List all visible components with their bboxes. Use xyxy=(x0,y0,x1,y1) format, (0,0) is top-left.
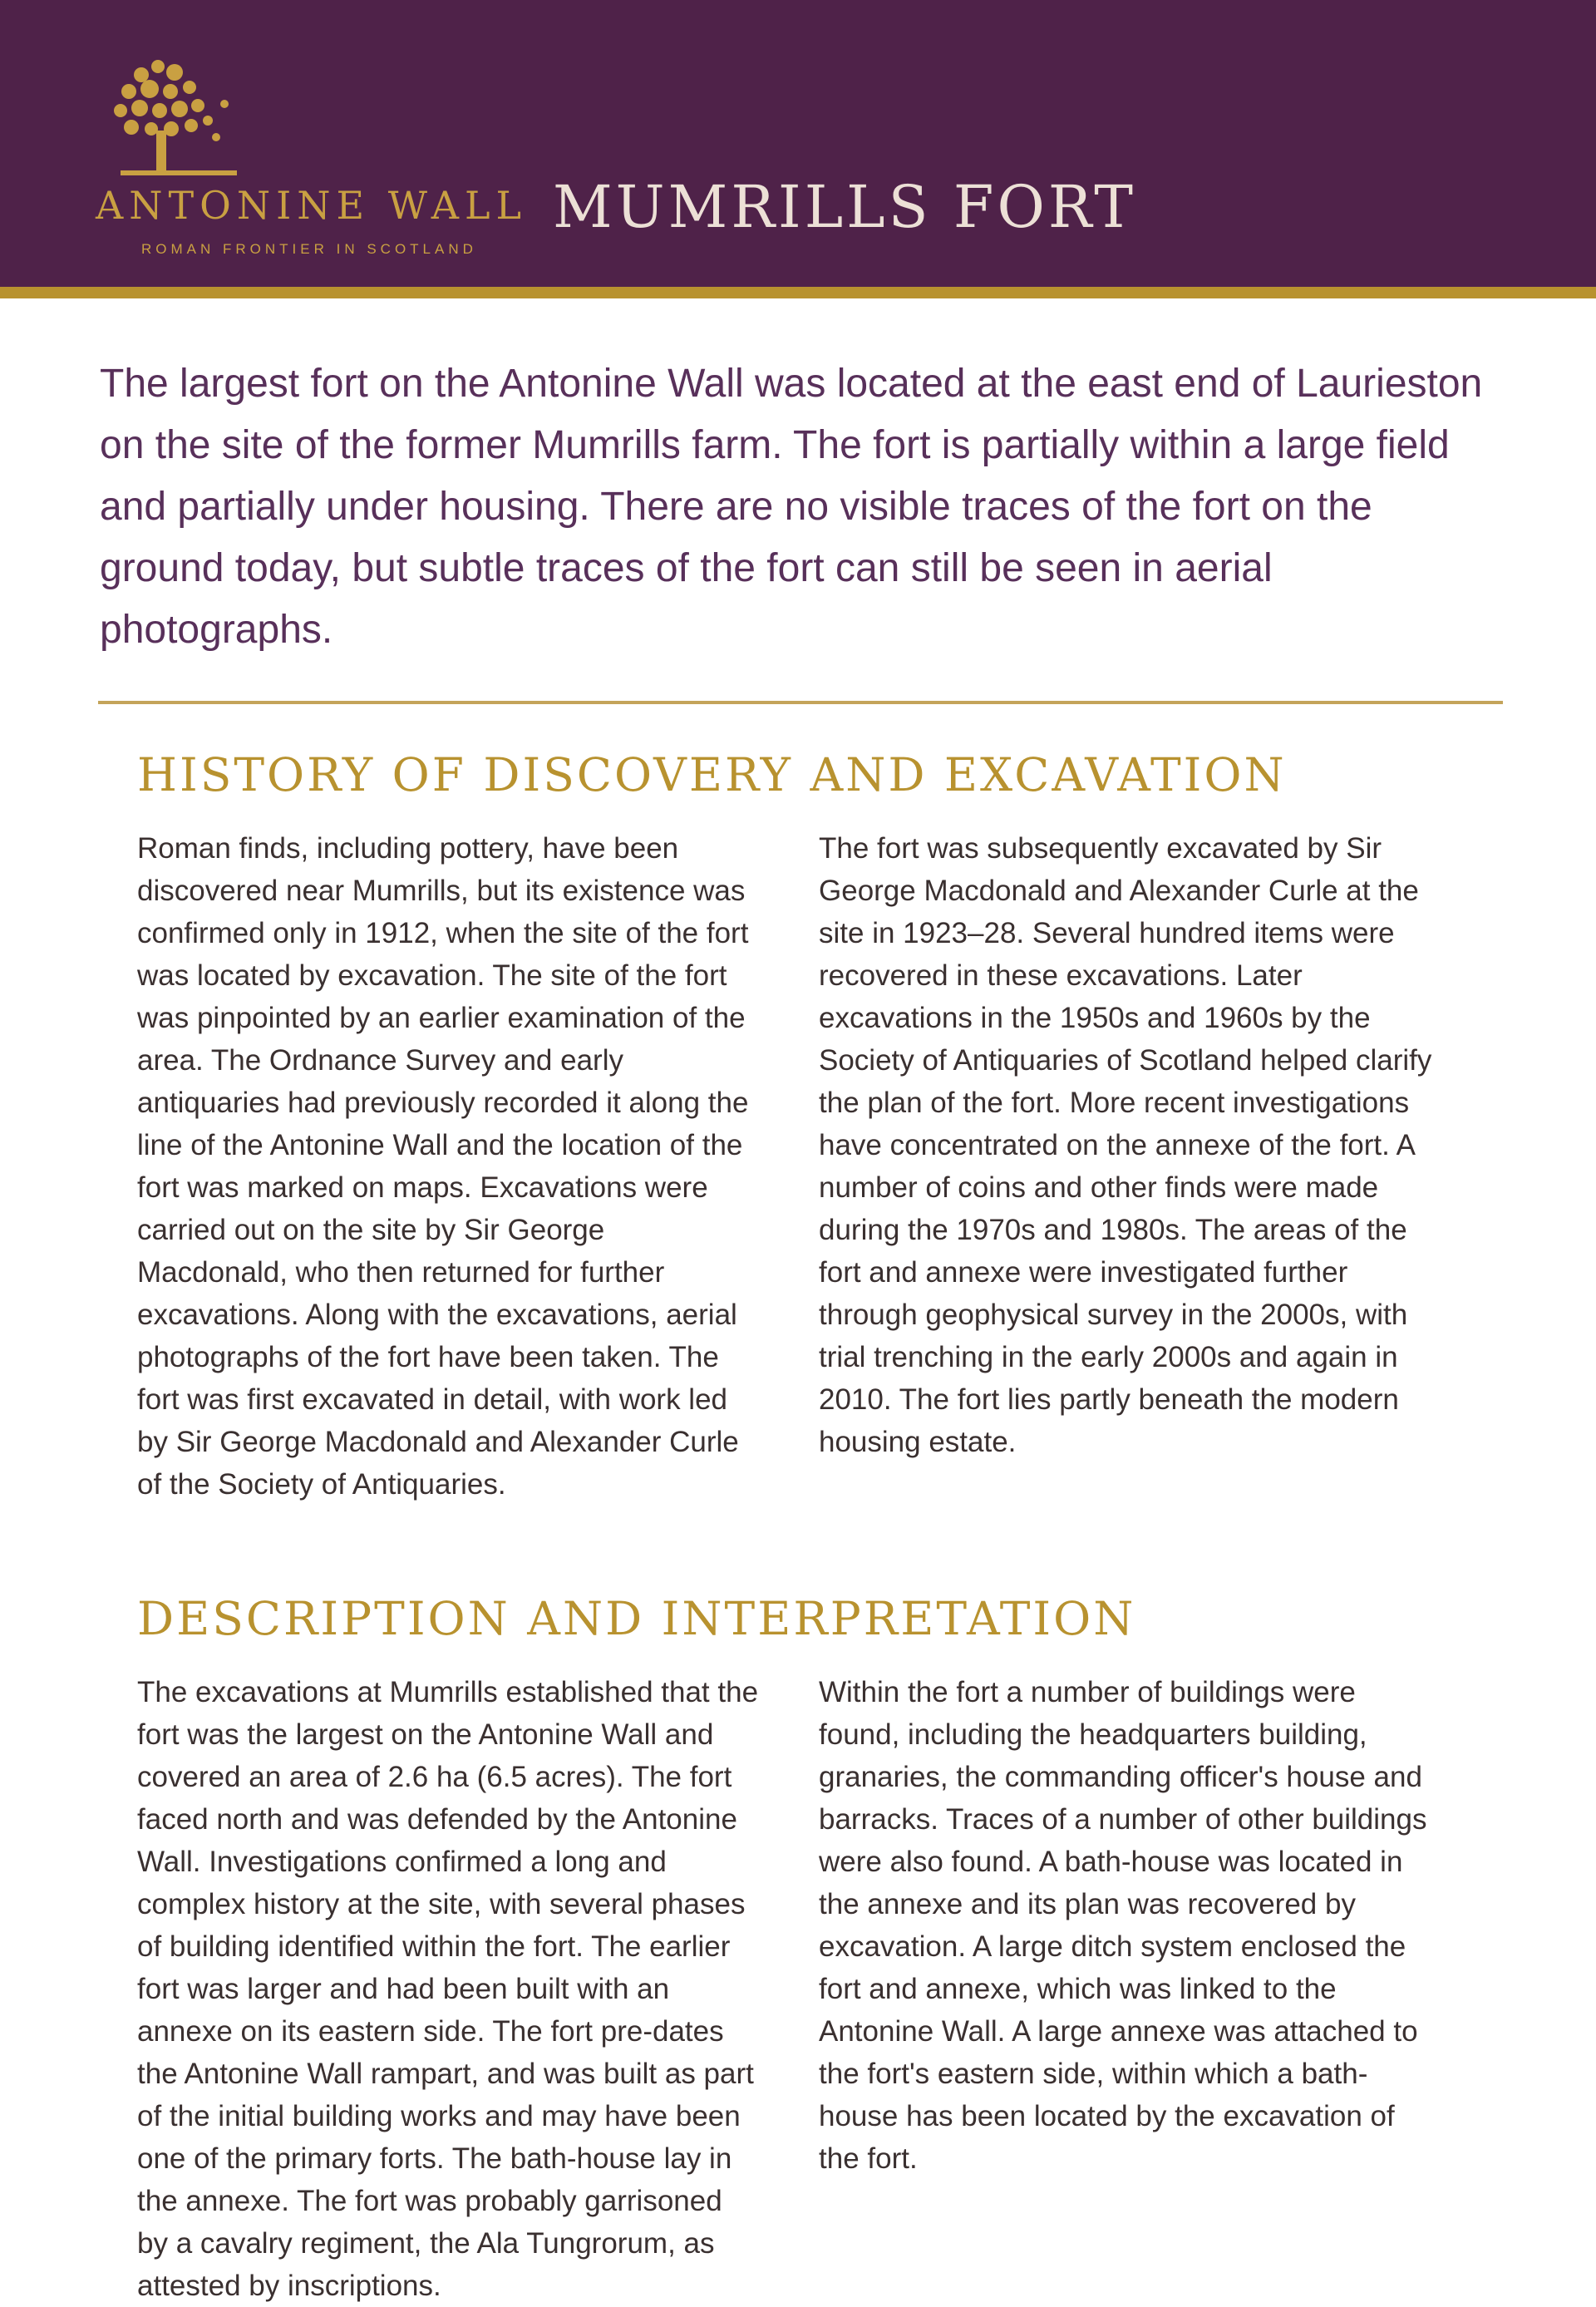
section-divider xyxy=(98,701,1503,704)
logo-tagline: ROMAN FRONTIER IN SCOTLAND xyxy=(141,241,477,257)
intro-paragraph: The largest fort on the Antonine Wall was located at the east end of Laurieston on the site of the former Mumrills farm. The fort is partially within a large field and partially under housing. There are no visible traces of the fort on the ground today, but subtle traces of the fort can still be seen in aerial photographs. xyxy=(100,362,1483,652)
logo-name: ANTONINE WALL xyxy=(96,183,528,228)
section-heading-description: DESCRIPTION AND INTERPRETATION xyxy=(137,1592,1136,1645)
description-column-right: Within the fort a number of buildings were found, including the headquarters building, granaries, the commanding officer's house and barracks. Traces of a number of other buildings were also found. A bath-house was located in the annexe and its plan was recovered by excavation. A large ditch system enclosed the fort and annexe, which was linked to the Antonine Wall. A large annexe was attached to the fort's eastern side, within which a bath-house has been located by the excavation of the fort. xyxy=(819,1676,1427,2175)
antonine-wall-logo xyxy=(87,54,528,266)
page-title: MUMRILLS FORT xyxy=(553,173,1136,241)
description-column-left: The excavations at Mumrills established that the fort was the largest on the Antonine Wall and covered an area of 2.6 ha (6.5 acres). The fort faced north and was defended by the Antonine Wall. Investigations confirmed a long and complex history at the site, with several phases of building identified within the fort. The earlier fort was larger and had been built with an annexe on its eastern side. The fort pre-dates the Antonine Wall rampart, and was built as part of the initial building works and may have been one of the primary forts. The bath-house lay in the annexe. The fort was probably garrisoned by a cavalry regiment, the Ala Tungrorum, as attested by inscriptions. xyxy=(137,1676,759,2302)
header-divider xyxy=(0,287,1596,298)
tree-icon xyxy=(91,54,283,195)
history-column-left: Roman finds, including pottery, have been discovered near Mumrills, but its existence was confirmed only in 1912, when the site of the fort was located by excavation. The site of the fort was pinpointed by an earlier examination of the area. The Ordnance Survey and early antiquaries had previously recorded it along the line of the Antonine Wall and the location of the fort was marked on maps. Excavations were carried out on the site by Sir George Macdonald, who then returned for further excavations. Along with the excavations, aerial photographs of the fort have been taken. The fort was first excavated in detail, with work led by Sir George Macdonald and Alexander Curle of the Society of Antiquaries. xyxy=(137,832,749,1501)
section-heading-history: HISTORY OF DISCOVERY AND EXCAVATION xyxy=(137,748,1287,801)
history-column-right: The fort was subsequently excavated by Sir George Macdonald and Alexander Curle at the site in 1923–28. Several hundred items were recovered in these excavations. Later excavations in the 1950s and 1960s by the Society of Antiquaries of Scotland helped clarify the plan of the fort. More recent investigations have concentrated on the annexe of the fort. A number of coins and other finds were made during the 1970s and 1980s. The areas of the fort and annexe were investigated further through geophysical survey in the 2000s, with trial trenching in the early 2000s and again in 2010. The fort lies partly beneath the modern housing estate. xyxy=(819,832,1432,1458)
